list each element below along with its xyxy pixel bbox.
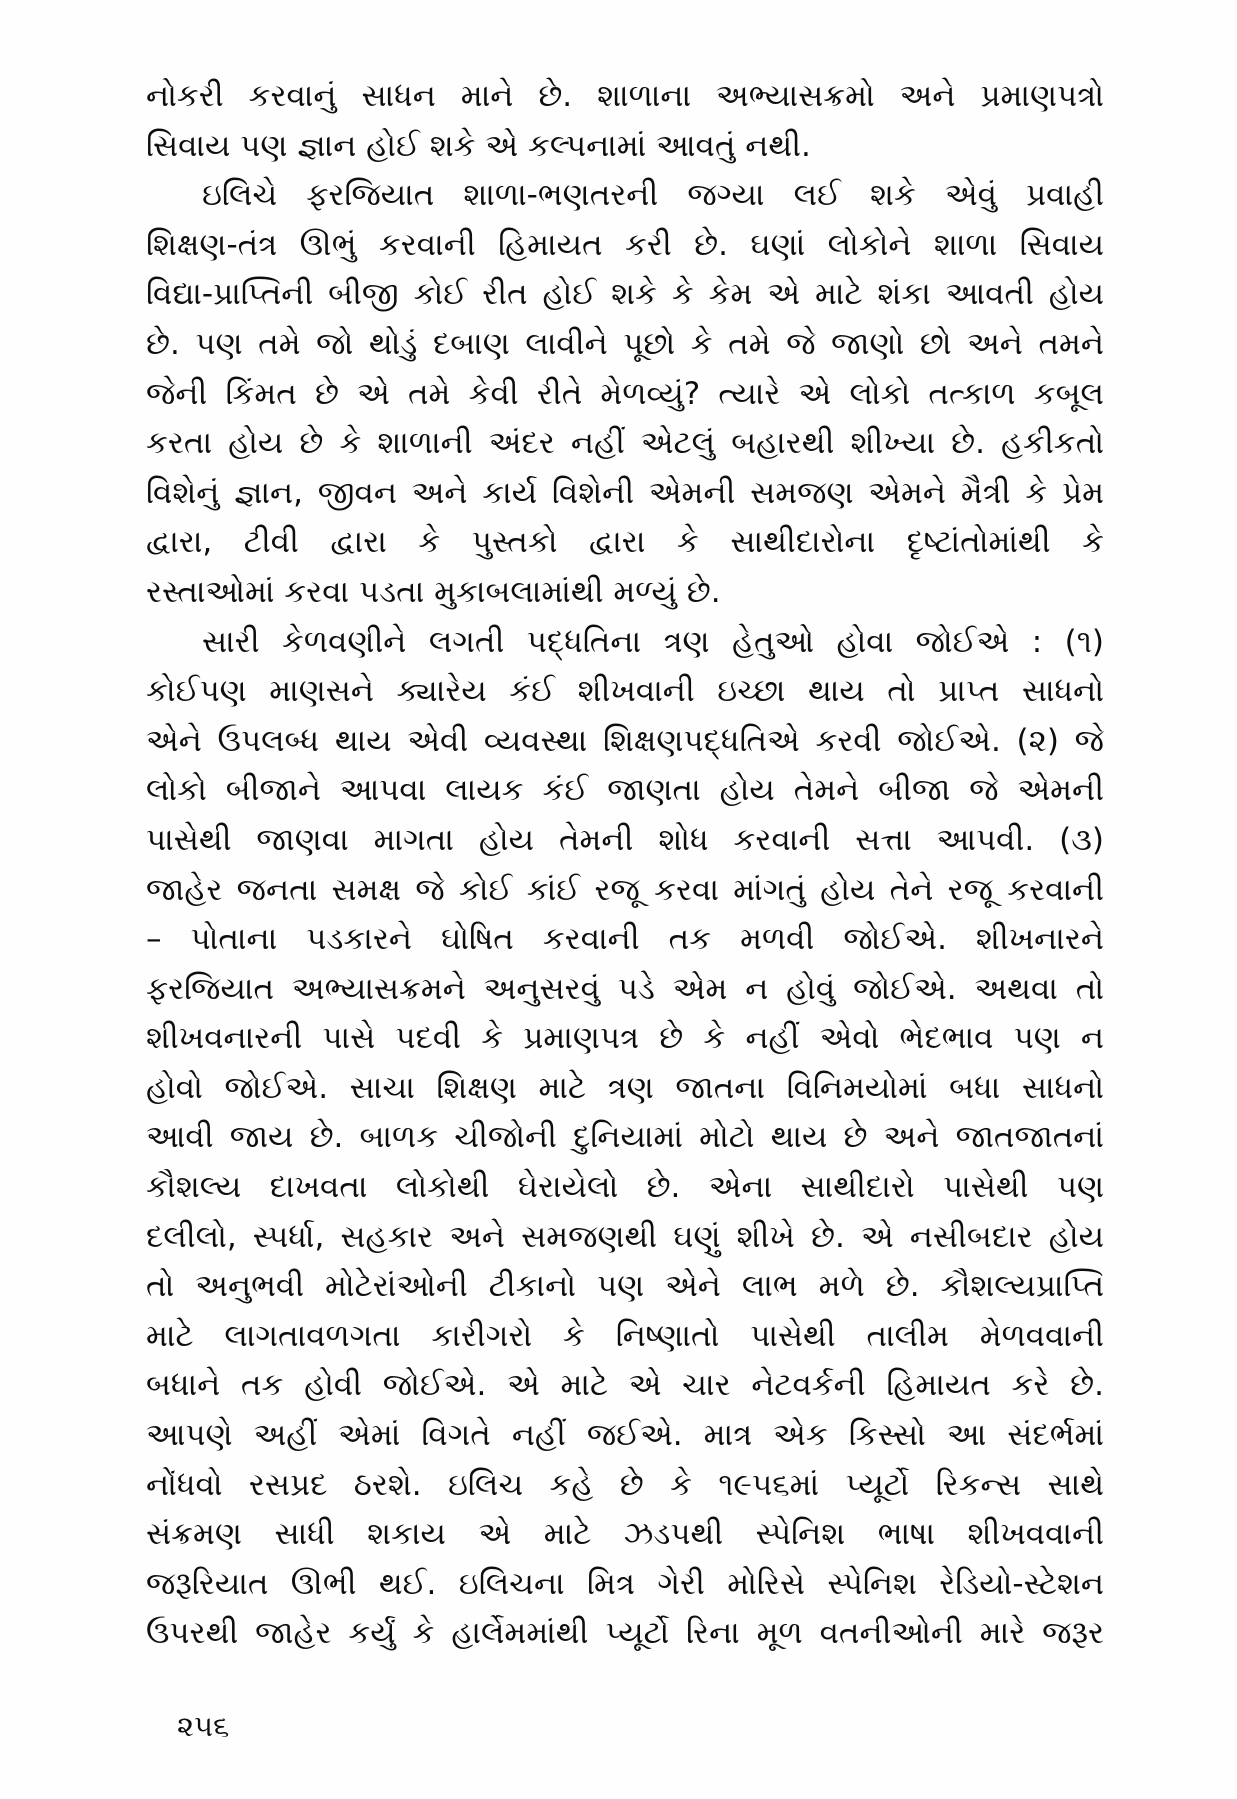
text-line: જરૂરિયાત ઊભી થઈ. ઇલિચના મિત્ર ગેરી મોરિસે સ્પેનિશ રેડિયો-સ્ટેશન [146,1565,1104,1602]
text-line: સિવાય પણ જ્ઞાન હોઈ શકે એ કલ્પનામાં આવતું નથી. [146,127,811,164]
text-line: ઉપરથી જાહેર કર્યું કે હાર્લેમમાંથી પ્યૂર્ટો રિના મૂળ વતનીઓની મારે જરૂર [146,1615,1104,1652]
text-line: છે. પણ તમે જો થોડું દબાણ લાવીને પૂછો કે તમે જે જાણો છો અને તમને [146,325,1104,362]
text-line: પાસેથી જાણવા માગતા હોય તેમની શોધ કરવાની સત્તા આપવી. (૩) [146,821,1104,858]
text-line: સંક્રમણ સાધી શકાય એ માટે ઝડપથી સ્પેનિશ ભાષા શીખવવાની [146,1516,1104,1553]
text-line: દલીલો, સ્પર્ધા, સહકાર અને સમજણથી ઘણું શીખે છે. એ નસીબદાર હોય [146,1218,1104,1255]
text-line: શીખવનારની પાસે પદવી કે પ્રમાણપત્ર છે કે નહીં એવો ભેદભાવ પણ ન [146,1020,1104,1057]
text-line: નોકરી કરવાનું સાધન માને છે. શાળાના અભ્યાસક્રમો અને પ્રમાણપત્રો [146,78,1104,114]
page-number: ૨૫૬ [177,1709,230,1743]
text-line: કૌશલ્ય દાખવતા લોકોથી ઘેરાયેલો છે. એના સાથીદારો પાસેથી પણ [146,1169,1104,1206]
text-line: ઇલિચે ફરજિયાત શાળા-ભણતરની જગ્યા લઈ શકે એવું પ્રવાહી [202,177,1104,214]
text-line: એને ઉપલબ્ધ થાય એવી વ્યવસ્થા શિક્ષણપદ્ધતિએ કરવી જોઈએ. (૨) જે [146,722,1104,759]
text-line: જેની કિંમત છે એ તમે કેવી રીતે મેળવ્યું? ત્યારે એ લોકો તત્કાળ કબૂલ [146,375,1104,412]
text-line: બધાને તક હોવી જોઈએ. એ માટે એ ચાર નેટવર્કની હિમાયત કરે છે. [146,1367,1104,1404]
text-line: માટે લાગતાવળગતા કારીગરો કે નિષ્ણાતો પાસેથી તાલીમ મેળવવાની [146,1317,1104,1354]
text-line: કરતા હોય છે કે શાળાની અંદર નહીં એટલું બહારથી શીખ્યા છે. હકીકતો [146,425,1104,462]
text-line: નોંધવો રસપ્રદ ઠરશે. ઇલિચ કહે છે કે ૧૯૫૬માં પ્યૂર્ટો રિકન્સ સાથે [146,1466,1104,1503]
text-line: વિદ્યા-પ્રાપ્તિની બીજી કોઈ રીત હોઈ શકે કે કેમ એ માટે શંકા આવતી હોય [146,276,1104,313]
text-line: હોવો જોઈએ. સાચા શિક્ષણ માટે ત્રણ જાતના વિનિમયોમાં બધા સાધનો [146,1069,1104,1106]
text-line: કોઈપણ માણસને ક્યારેય કંઈ શીખવાની ઇચ્છા થાય તો પ્રાપ્ત સાધનો [146,673,1104,710]
text-line: – પોતાના પડકારને ઘોષિત કરવાની તક મળવી જોઈએ. શીખનારને [146,921,1104,958]
text-line: સારી કેળવણીને લગતી પદ્ધતિના ત્રણ હેતુઓ હોવા જોઈએ : (૧) [202,623,1104,660]
text-line: શિક્ષણ-તંત્ર ઊભું કરવાની હિમાયત કરી છે. ઘણાં લોકોને શાળા સિવાય [146,226,1104,263]
text-line: તો અનુભવી મોટેરાંઓની ટીકાનો પણ એને લાભ મળે છે. કૌશલ્યપ્રાપ્તિ [146,1268,1104,1305]
text-block [146,72,1104,1659]
text-line: રસ્તાઓમાં કરવા પડતા મુકાબલામાંથી મળ્યું છે. [146,573,721,610]
text-line: ફરજિયાત અભ્યાસક્રમને અનુસરવું પડે એમ ન હોવું જોઈએ. અથવા તો [146,970,1104,1007]
text-line: જાહેર જનતા સમક્ષ જે કોઈ કાંઈ રજૂ કરવા માંગતું હોય તેને રજૂ કરવાની [146,871,1104,908]
text-line: દ્વારા, ટીવી દ્વારા કે પુસ્તકો દ્વારા કે સાથીદારોના દૃષ્ટાંતોમાંથી કે [146,524,1104,561]
text-line: લોકો બીજાને આપવા લાયક કંઈ જાણતા હોય તેમને બીજા જે એમની [146,772,1104,809]
text-line: વિશેનું જ્ઞાન, જીવન અને કાર્ય વિશેની એમની સમજણ એમને મૈત્રી કે પ્રેમ [146,474,1104,511]
text-line: આવી જાય છે. બાળક ચીજોની દુનિયામાં મોટો થાય છે અને જાતજાતનાં [146,1119,1104,1156]
text-line: આપણે અહીં એમાં વિગતે નહીં જઈએ. માત્ર એક કિસ્સો આ સંદર્ભમાં [146,1417,1104,1454]
